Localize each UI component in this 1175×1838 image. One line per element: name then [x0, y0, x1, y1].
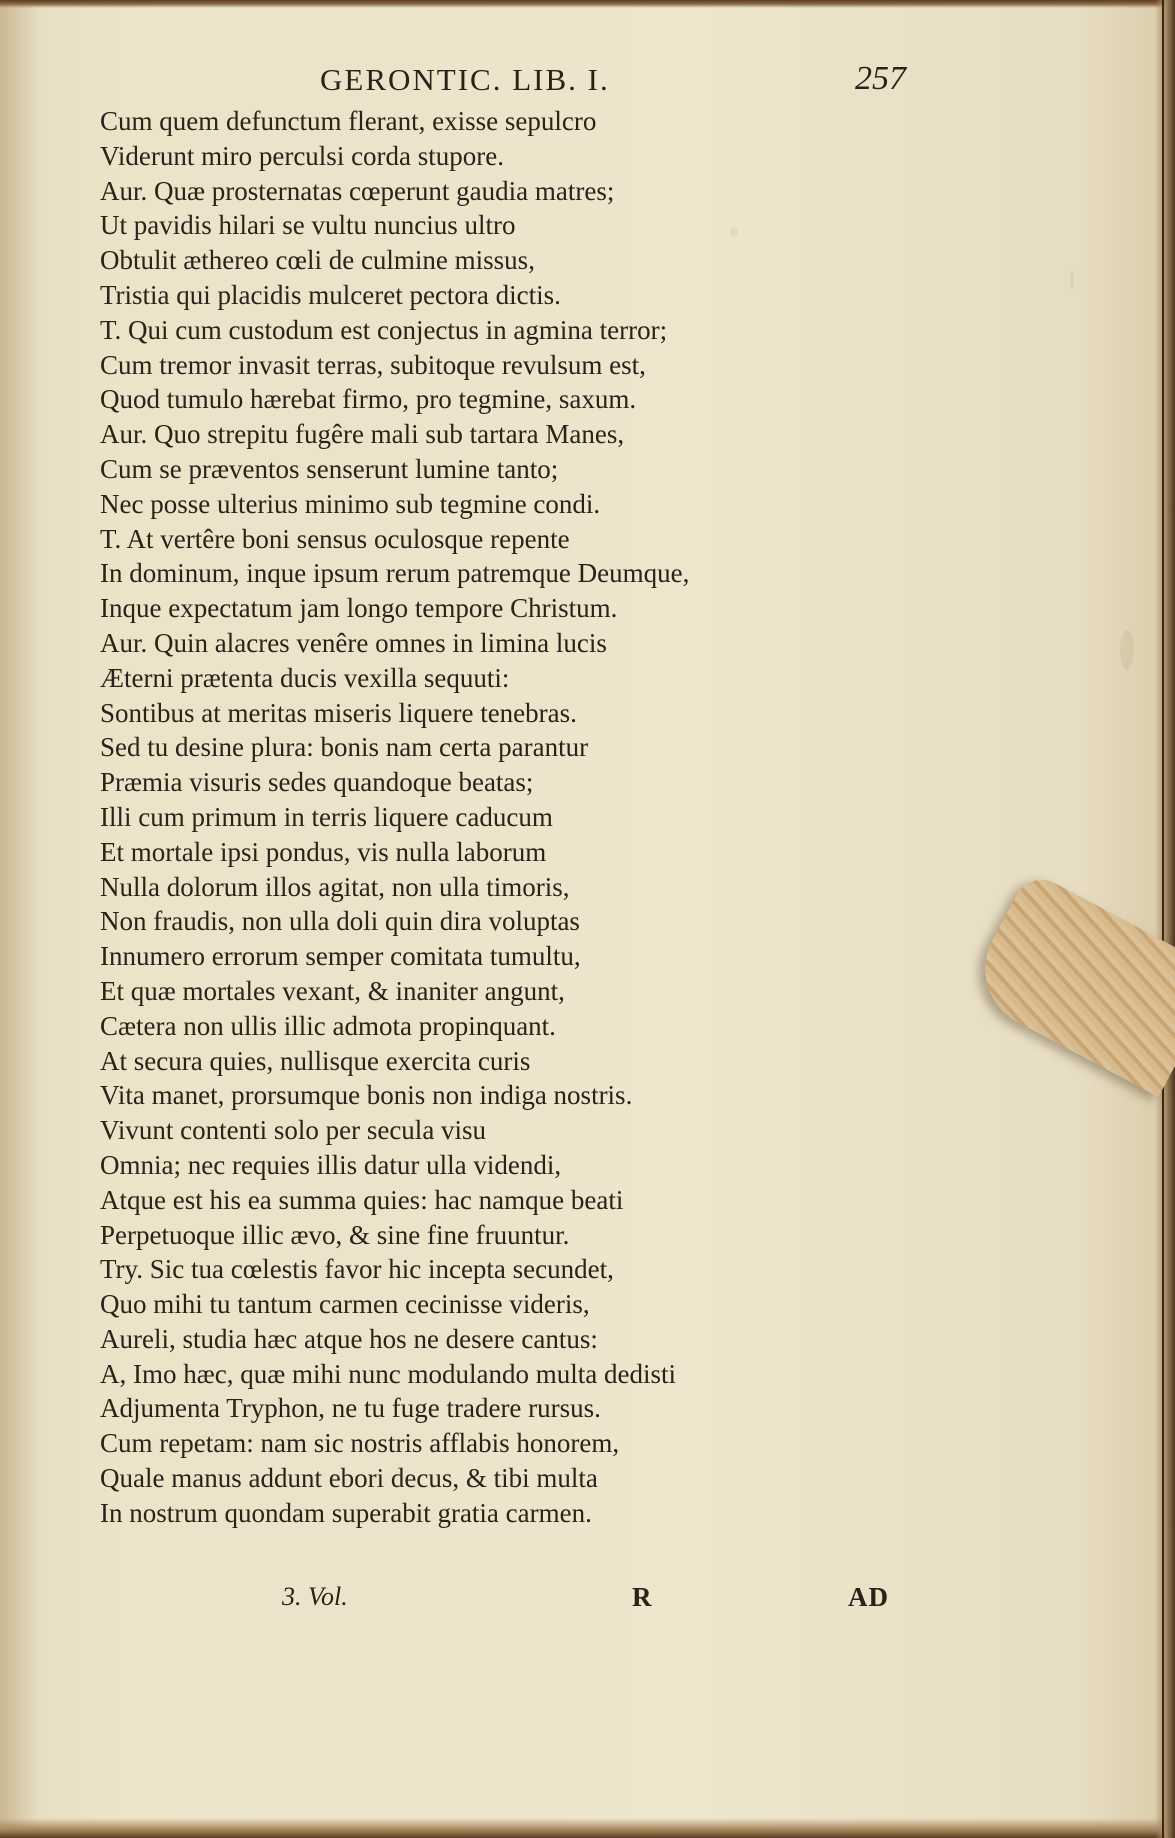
verse-line: Cætera non ullis illic admota propinquant. — [100, 1010, 556, 1041]
page-footer — [0, 1582, 1175, 1622]
verse-line: Adjumenta Tryphon, ne tu fuge tradere rursus. — [100, 1393, 601, 1424]
signature-letter: R — [632, 1582, 652, 1612]
verse-line: Præmia visuris sedes quandoque beatas; — [100, 767, 534, 798]
verse-line: Sed tu desine plura: bonis nam certa parantur — [100, 732, 589, 763]
verse-line: Quale manus addunt ebori decus, & tibi multa — [100, 1463, 598, 1494]
verse-line: Cum repetam: nam sic nostris afflabis honorem, — [100, 1428, 620, 1459]
book-edge-line — [1162, 0, 1164, 1838]
page-left-shadow — [0, 0, 40, 1838]
verse-line: Cum tremor invasit terras, subitoque revulsum est, — [100, 349, 646, 380]
page-bottom-edge — [0, 1818, 1175, 1838]
verse-line: Quo mihi tu tantum carmen cecinisse videris, — [100, 1289, 590, 1320]
verse-line: Innumero errorum semper comitata tumultu, — [100, 941, 581, 972]
verse-line: Cum quem defunctum flerant, exisse sepulcro — [100, 106, 597, 136]
page-top-edge — [0, 0, 1175, 8]
verse-text — [100, 104, 800, 1531]
verse-line: Nec posse ulterius minimo sub tegmine condi. — [100, 488, 601, 519]
paper-stain — [1070, 270, 1074, 290]
verse-line: Et mortale ipsi pondus, vis nulla laborum — [100, 836, 547, 867]
verse-line: Aur. Quin alacres venêre omnes in limina lucis — [100, 627, 607, 658]
signature-mark-volume: 3. Vol. — [282, 1582, 348, 1611]
verse-line: Atque est his ea summa quies: hac namque beati — [100, 1184, 624, 1215]
verse-line: Try. Sic tua cœlestis favor hic incepta secundet, — [100, 1254, 614, 1285]
verse-line: Æterni prætenta ducis vexilla sequuti: — [100, 662, 510, 693]
catchword: AD — [848, 1582, 889, 1612]
verse-line: Vivunt contenti solo per secula visu — [100, 1115, 487, 1146]
verse-line: Vita manet, prorsumque bonis non indiga nostris. — [100, 1080, 633, 1111]
wooden-page-holder — [964, 870, 1175, 1097]
verse-line: Viderunt miro perculsi corda stupore. — [100, 140, 505, 171]
verse-line: Quod tumulo hærebat firmo, pro tegmine, saxum. — [100, 384, 637, 415]
verse-line: In nostrum quondam superabit gratia carmen. — [100, 1497, 592, 1528]
page-right-edge — [1155, 0, 1175, 1838]
verse-line: Obtulit æthereo cœli de culmine missus, — [100, 245, 535, 276]
verse-line: Aureli, studia hæc atque hos ne desere cantus: — [100, 1323, 598, 1354]
verse-line: T. Qui cum custodum est conjectus in agmina terror; — [100, 314, 668, 345]
verse-line: T. At vertêre boni sensus oculosque repente — [100, 523, 570, 554]
verse-line: Et quæ mortales vexant, & inaniter angunt, — [100, 975, 565, 1006]
verse-line: At secura quies, nullisque exercita curis — [100, 1045, 531, 1076]
verse-line: Ut pavidis hilari se vultu nuncius ultro — [100, 210, 516, 241]
verse-line: Aur. Quæ prosternatas cœperunt gaudia matres; — [100, 175, 615, 206]
verse-line: Non fraudis, non ulla doli quin dira voluptas — [100, 906, 580, 937]
verse-line: Omnia; nec requies illis datur ulla videndi, — [100, 1149, 562, 1180]
verse-line: Cum se præventos senserunt lumine tanto; — [100, 453, 559, 484]
verse-line: In dominum, inque ipsum rerum patremque Deumque, — [100, 558, 690, 589]
running-head: GERONTIC. LIB. I. — [320, 62, 610, 97]
paper-stain — [1120, 630, 1134, 670]
verse-line: Tristia qui placidis mulceret pectora dictis. — [100, 279, 561, 310]
verse-line: Perpetuoque illic ævo, & sine fine fruuntur. — [100, 1219, 570, 1250]
verse-line: Aur. Quo strepitu fugêre mali sub tartara Manes, — [100, 419, 625, 450]
page-number: 257 — [855, 60, 906, 97]
verse-line: A, Imo hæc, quæ mihi nunc modulando multa dedisti — [100, 1358, 676, 1389]
verse-line: Illi cum primum in terris liquere caducum — [100, 801, 553, 832]
verse-line: Nulla dolorum illos agitat, non ulla timoris, — [100, 871, 570, 902]
verse-line: Sontibus at meritas miseris liquere tenebras. — [100, 697, 577, 728]
verse-line: Inque expectatum jam longo tempore Christum. — [100, 593, 618, 624]
